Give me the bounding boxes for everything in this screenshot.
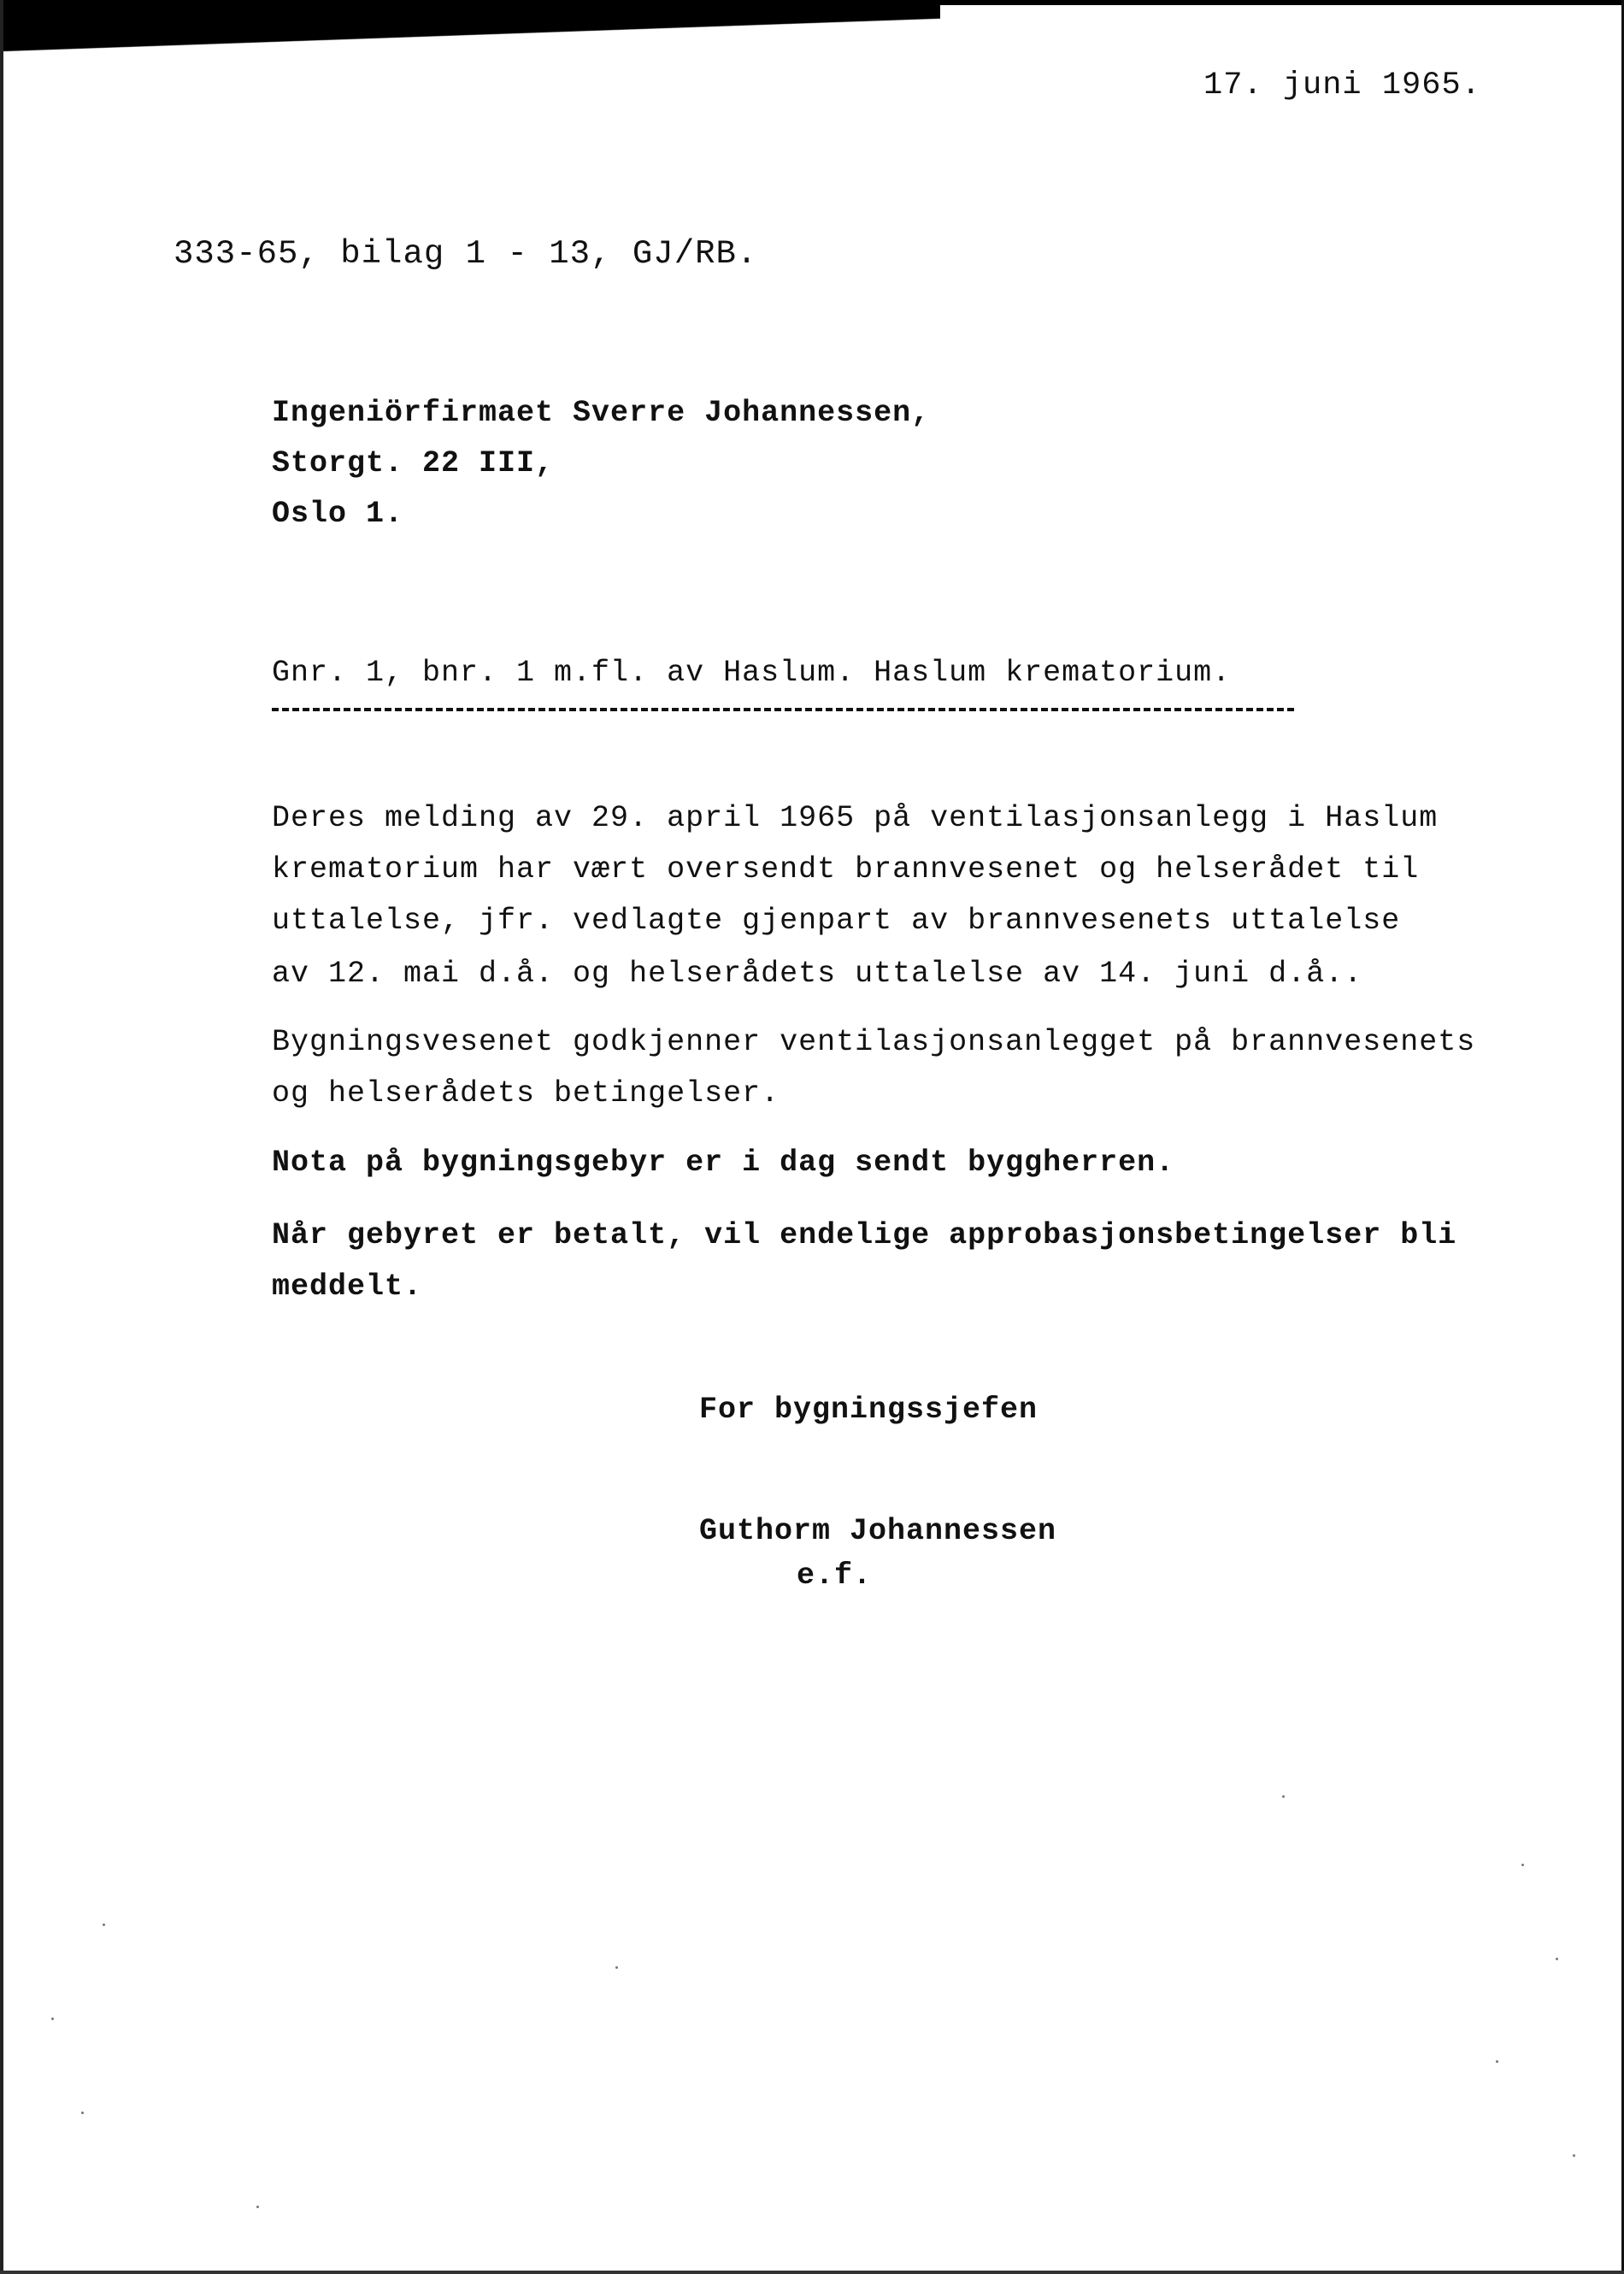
- recipient-name: Ingeniörfirmaet Sverre Johannessen,: [272, 396, 931, 430]
- scan-noise: [615, 1966, 618, 1969]
- recipient-city: Oslo 1.: [272, 497, 404, 531]
- paragraph1-line3: uttalelse, jfr. vedlagte gjenpart av brannvesenets uttalelse: [272, 904, 1401, 938]
- subject-line: Gnr. 1, bnr. 1 m.fl. av Haslum. Haslum krematorium.: [272, 656, 1232, 690]
- scan-noise: [1556, 1958, 1558, 1960]
- reference-number: 333-65, bilag 1 - 13, GJ/RB.: [174, 235, 758, 273]
- signatory-title: e.f.: [797, 1558, 873, 1593]
- scan-noise: [81, 2112, 84, 2114]
- paragraph4-line1: Når gebyret er betalt, vil endelige approbasjonsbetingelser bli: [272, 1218, 1457, 1252]
- letter-date: 17. juni 1965.: [1203, 68, 1481, 103]
- paragraph1-line1: Deres melding av 29. april 1965 på ventilasjonsanlegg i Haslum: [272, 801, 1439, 835]
- scan-noise: [1521, 1864, 1524, 1866]
- paragraph1-line4: av 12. mai d.å. og helserådets uttalelse av 14. juni d.å..: [272, 957, 1363, 991]
- scan-noise: [1496, 2060, 1498, 2063]
- paragraph1-line2: krematorium har vært oversendt brannvesenet og helserådet til: [272, 852, 1420, 887]
- signatory-name: Guthorm Johannessen: [699, 1514, 1057, 1548]
- scan-noise: [51, 2018, 54, 2020]
- paragraph3-line1: Nota på bygningsgebyr er i dag sendt byggherren.: [272, 1146, 1175, 1180]
- scan-edge-shadow: [0, 0, 940, 60]
- paragraph2-line2: og helserådets betingelser.: [272, 1076, 780, 1110]
- subject-underline: [272, 708, 1294, 711]
- scan-edge-bottom: [0, 2271, 1624, 2274]
- recipient-street: Storgt. 22 III,: [272, 446, 555, 480]
- scan-noise: [1282, 1795, 1285, 1798]
- scan-noise: [1573, 2154, 1575, 2157]
- scan-noise: [103, 1923, 105, 1926]
- paragraph2-line1: Bygningsvesenet godkjenner ventilasjonsanlegget på brannvesenets: [272, 1025, 1476, 1059]
- scan-edge-top: [855, 0, 1624, 5]
- closing-line: For bygningssjefen: [699, 1393, 1039, 1427]
- scan-noise: [256, 2206, 259, 2208]
- paragraph4-line2: meddelt.: [272, 1270, 423, 1304]
- scan-edge-left: [0, 0, 3, 2274]
